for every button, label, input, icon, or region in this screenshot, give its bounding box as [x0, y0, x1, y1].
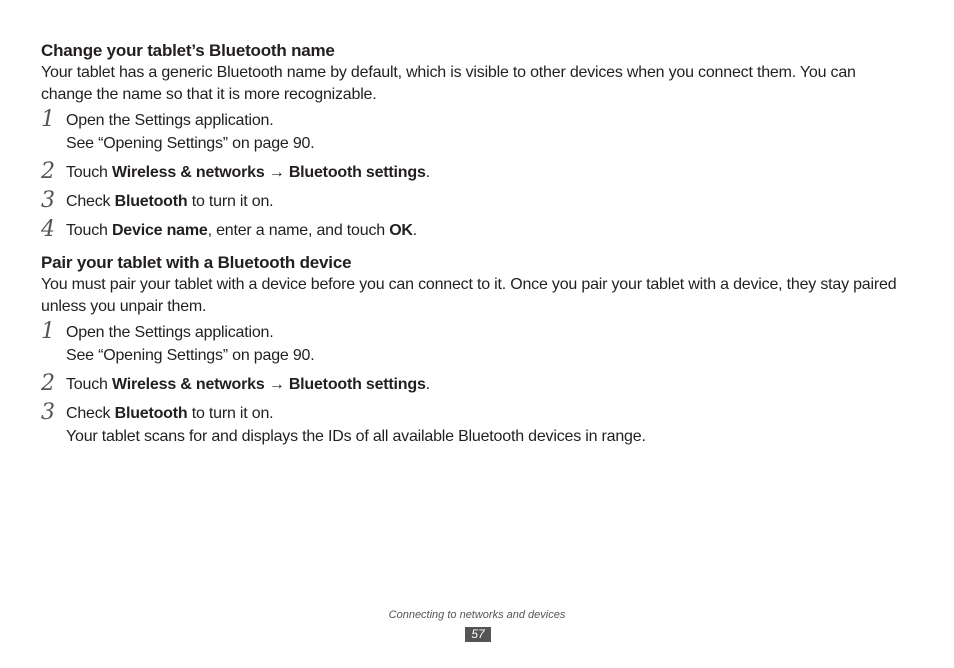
page-number-badge: 57 [465, 627, 491, 642]
step-number: 2 [41, 159, 55, 184]
option-ok: OK [389, 222, 413, 239]
step-item [41, 161, 911, 184]
text-run: to turn it on. [187, 193, 274, 210]
text-run: Touch [66, 222, 112, 239]
step-note: See “Opening Settings” on page 90. [66, 135, 315, 152]
arrow-separator: → [264, 376, 289, 393]
step-text: Open the Settings application. [66, 112, 274, 129]
step-item [41, 373, 911, 396]
step-number: 1 [41, 107, 55, 132]
text-run: . [425, 164, 430, 181]
step-item [41, 402, 911, 448]
step-number: 2 [41, 371, 55, 396]
menu-path-bluetooth-settings: Bluetooth settings [288, 376, 426, 393]
step-text [66, 219, 911, 242]
step-number: 4 [41, 217, 55, 242]
step-item [41, 219, 911, 242]
section-heading: Pair your tablet with a Bluetooth device [41, 253, 352, 272]
step-text [66, 161, 911, 184]
step-text [66, 373, 911, 396]
step-item [41, 190, 911, 213]
section-pair-bluetooth-device [41, 252, 911, 448]
text-run: to turn it on. [187, 405, 274, 422]
text-run: Check [66, 405, 115, 422]
text-run: Check [66, 193, 115, 210]
step-text: Open the Settings application. [66, 324, 274, 341]
document-page [41, 40, 911, 458]
option-device-name: Device name [111, 222, 208, 239]
text-run: Touch [66, 164, 112, 181]
text-run: . [425, 376, 430, 393]
step-list [41, 109, 911, 242]
section-change-bluetooth-name [41, 40, 911, 242]
menu-path-wireless: Wireless & networks [111, 164, 265, 181]
step-note: See “Opening Settings” on page 90. [66, 347, 315, 364]
step-note: Your tablet scans for and displays the IDs of all available Bluetooth devices in range. [66, 428, 646, 445]
step-number: 3 [41, 188, 55, 213]
arrow-separator: → [264, 164, 289, 181]
text-run: Touch [66, 376, 112, 393]
section-intro: Your tablet has a generic Bluetooth name by default, which is visible to other devices when you connect them. You can change the name so that it is more recognizable. [41, 64, 856, 103]
menu-path-wireless: Wireless & networks [111, 376, 265, 393]
step-number: 1 [41, 319, 55, 344]
footer-chapter-label: Connecting to networks and devices [388, 609, 566, 621]
menu-path-bluetooth-settings: Bluetooth settings [288, 164, 426, 181]
step-item [41, 109, 911, 155]
step-list [41, 321, 911, 448]
step-text [66, 190, 911, 213]
section-intro: You must pair your tablet with a device before you can connect to it. Once you pair your tablet with a device, they stay paired unless you unpair them. [41, 276, 897, 315]
step-item [41, 321, 911, 367]
step-text [66, 402, 911, 425]
text-run: . [412, 222, 418, 239]
section-heading: Change your tablet’s Bluetooth name [41, 41, 335, 60]
step-number: 3 [41, 400, 55, 425]
text-run: , enter a name, and touch [207, 222, 390, 239]
option-bluetooth: Bluetooth [114, 193, 188, 210]
option-bluetooth: Bluetooth [114, 405, 188, 422]
